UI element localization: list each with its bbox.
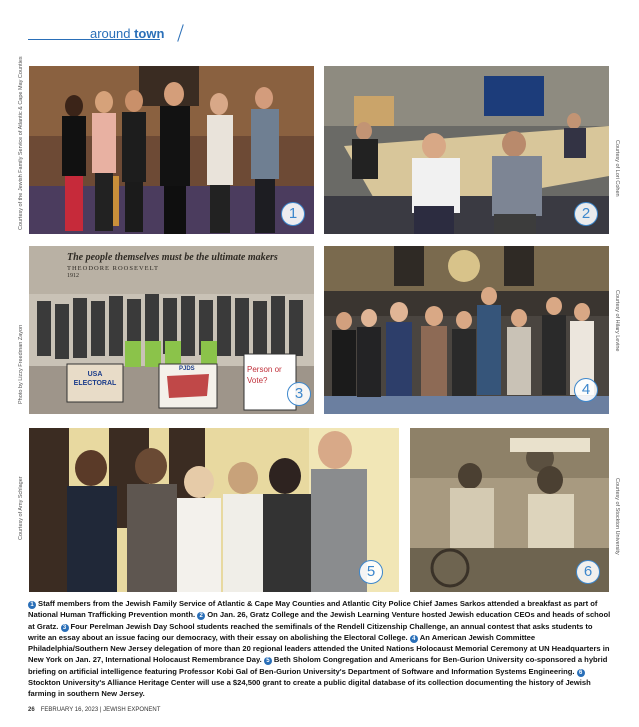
header-slash: [177, 24, 184, 41]
section-title-light: around: [90, 26, 135, 41]
caption-text-3: Four Perelman Jewish Day School students reached the semifinals of the Rendell Citizenship Challenge, an annual contest that asks students to write an essay about an issue facing our democracy, with their essay on abolishing the Electoral College.: [28, 621, 593, 642]
photo-3-credit: Photo by Lizzy Freedman Zayon: [18, 324, 24, 404]
wall-year: 1912: [67, 273, 79, 279]
photo-number-3: 3: [287, 382, 311, 406]
photo-4-credit: Courtesy of Hilary Levine: [614, 290, 620, 352]
section-header: [28, 22, 608, 46]
photo-2-image: [324, 66, 609, 234]
issue-date: FEBRUARY 16, 2023: [40, 707, 99, 713]
caption-number-5: 5: [264, 657, 272, 665]
caption-number-1: 1: [28, 601, 36, 609]
photo-1-credit: Courtesy of the Jewish Family Service of Atlantic & Cape May Counties: [18, 56, 24, 230]
page-footer: 26 FEBRUARY 16, 2023 | JEWISH EXPONENT: [28, 707, 161, 713]
section-title: [90, 26, 164, 41]
photo-number-2: 2: [574, 202, 598, 226]
photo-6: [410, 428, 609, 592]
photo-1: [29, 66, 314, 234]
photo-number-1: 1: [281, 202, 305, 226]
wall-quote: The people themselves must be the ultimate makers: [67, 252, 278, 263]
photo-number-5: 5: [359, 560, 383, 584]
wall-name: THEODORE ROOSEVELT: [67, 265, 159, 272]
photo-number-4: 4: [574, 378, 598, 402]
sign-person-or-vote: Person or Vote?: [247, 365, 282, 385]
sign-electoral: USA ELECTORAL: [73, 371, 117, 387]
photo-5: [29, 428, 399, 592]
caption-number-6: 6: [577, 669, 585, 677]
photo-3: [29, 246, 314, 414]
caption-text-2: On Jan. 26, Gratz College and the Jewish Learning Venture hosted Jewish education CEOs and heads of school at Gratz.: [28, 610, 611, 631]
photo-1-image: [29, 66, 314, 234]
photo-2: [324, 66, 609, 234]
section-title-bold: town: [134, 26, 165, 41]
photo-number-6: 6: [576, 560, 600, 584]
caption-text-5: Beth Sholom Congregation and Americans for Ben-Gurion University co-sponsored a hybrid briefing on artificial intelligence featuring Professor Kobi Gal of Ben-Gurion University's Department of Software and Information Systems Engineering.: [28, 655, 608, 676]
caption-text-4: An American Jewish Committee Philadelphia/Southern New Jersey delegation of more than 20 regional leaders attended the United Nations Holocaust Memorial Ceremony at UN Headquarters in New York on Jan. 27, International Holocaust Remembrance Day.: [28, 632, 610, 665]
photo-4: [324, 246, 609, 414]
sign-pjds: PJDS: [179, 366, 195, 372]
page-number: 26: [28, 707, 35, 713]
photo-2-credit: Courtesy of Lori Cohen: [614, 140, 620, 197]
caption-text-1: Staff members from the Jewish Family Service of Atlantic & Cape May Counties and Atlantic City Police Chief James Sarkos attended a breakfast as part of National Human Trafficking Prevention month.: [28, 599, 598, 620]
caption-number-3: 3: [61, 624, 69, 632]
photo-captions: [28, 598, 612, 700]
wall-inscription: [67, 252, 312, 279]
caption-number-2: 2: [197, 612, 205, 620]
caption-text-6: Stockton University's Alliance Heritage Center will use a $24,500 grant to create a public digital database of its collection documenting the history of Jewish farming in southern New Jersey.: [28, 678, 591, 699]
caption-number-4: 4: [410, 635, 418, 643]
photo-4-image: [324, 246, 609, 414]
photo-5-credit: Courtesy of Amy Schlager: [18, 476, 24, 540]
photo-5-image: [29, 428, 399, 592]
publication-name: JEWISH EXPONENT: [103, 707, 161, 713]
photo-6-credit: Courtesy of Stockton University: [614, 478, 620, 555]
